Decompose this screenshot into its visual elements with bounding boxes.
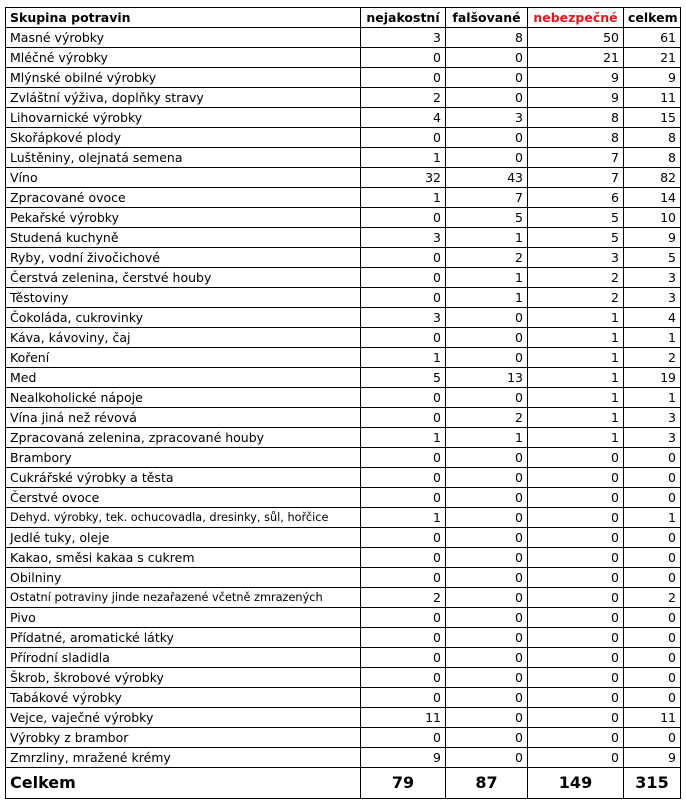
row-adulterated-value: 0	[446, 88, 528, 108]
row-group-name: Přírodní sladidla	[6, 648, 361, 668]
table-row	[6, 348, 681, 368]
row-group-name: Ostatní potraviny jinde nezařazené včetně zmrazených	[6, 588, 361, 608]
row-adulterated-value: 2	[446, 248, 528, 268]
row-adulterated-value: 0	[446, 348, 528, 368]
row-group-name: Med	[6, 368, 361, 388]
row-substandard-value: 0	[361, 208, 446, 228]
row-dangerous-value: 2	[528, 268, 624, 288]
table-row	[6, 328, 681, 348]
row-substandard-value: 11	[361, 708, 446, 728]
row-group-name: Studená kuchyně	[6, 228, 361, 248]
row-adulterated-value: 0	[446, 588, 528, 608]
row-dangerous-value: 5	[528, 228, 624, 248]
table-row	[6, 308, 681, 328]
row-group-name: Luštěniny, olejnatá semena	[6, 148, 361, 168]
row-dangerous-value: 0	[528, 688, 624, 708]
row-adulterated-value: 0	[446, 528, 528, 548]
table-row	[6, 608, 681, 628]
row-group-name: Zpracovaná zelenina, zpracované houby	[6, 428, 361, 448]
row-substandard-value: 1	[361, 188, 446, 208]
row-total-value: 9	[624, 68, 681, 88]
row-total-value: 0	[624, 568, 681, 588]
row-dangerous-value: 0	[528, 528, 624, 548]
row-total-value: 5	[624, 248, 681, 268]
row-group-name: Dehyd. výrobky, tek. ochucovadla, dresinky, sůl, hořčice	[6, 508, 361, 528]
row-adulterated-value: 5	[446, 208, 528, 228]
row-substandard-value: 1	[361, 348, 446, 368]
row-total-value: 3	[624, 288, 681, 308]
food-groups-table	[5, 7, 681, 799]
row-dangerous-value: 0	[528, 568, 624, 588]
header-substandard: nejakostní	[361, 8, 446, 28]
table-row	[6, 368, 681, 388]
row-total-value: 8	[624, 148, 681, 168]
row-total-value: 4	[624, 308, 681, 328]
row-total-value: 0	[624, 688, 681, 708]
table-row	[6, 428, 681, 448]
row-total-value: 0	[624, 468, 681, 488]
table-row	[6, 648, 681, 668]
row-adulterated-value: 8	[446, 28, 528, 48]
row-adulterated-value: 0	[446, 548, 528, 568]
row-adulterated-value: 13	[446, 368, 528, 388]
row-group-name: Čerstvá zelenina, čerstvé houby	[6, 268, 361, 288]
row-dangerous-value: 7	[528, 168, 624, 188]
table-row	[6, 248, 681, 268]
row-adulterated-value: 0	[446, 628, 528, 648]
header-adulterated: falšované	[446, 8, 528, 28]
table-row	[6, 548, 681, 568]
row-substandard-value: 0	[361, 48, 446, 68]
row-total-value: 9	[624, 748, 681, 768]
row-adulterated-value: 0	[446, 328, 528, 348]
row-substandard-value: 0	[361, 728, 446, 748]
row-substandard-value: 2	[361, 588, 446, 608]
header-dangerous: nebezpečné	[528, 8, 624, 28]
row-group-name: Lihovarnické výrobky	[6, 108, 361, 128]
table-row	[6, 708, 681, 728]
totals-dangerous: 149	[528, 768, 624, 799]
row-dangerous-value: 0	[528, 588, 624, 608]
header-total: celkem	[624, 8, 681, 28]
row-adulterated-value: 0	[446, 448, 528, 468]
row-dangerous-value: 1	[528, 308, 624, 328]
row-group-name: Tabákové výrobky	[6, 688, 361, 708]
row-group-name: Masné výrobky	[6, 28, 361, 48]
row-group-name: Pekařské výrobky	[6, 208, 361, 228]
row-adulterated-value: 0	[446, 48, 528, 68]
row-dangerous-value: 9	[528, 88, 624, 108]
row-group-name: Víno	[6, 168, 361, 188]
row-substandard-value: 0	[361, 268, 446, 288]
row-group-name: Výrobky z brambor	[6, 728, 361, 748]
table-row	[6, 208, 681, 228]
row-substandard-value: 5	[361, 368, 446, 388]
table-row	[6, 508, 681, 528]
row-group-name: Zmrzliny, mražené krémy	[6, 748, 361, 768]
header-group: Skupina potravin	[6, 8, 361, 28]
row-substandard-value: 0	[361, 548, 446, 568]
row-dangerous-value: 2	[528, 288, 624, 308]
row-group-name: Přídatné, aromatické látky	[6, 628, 361, 648]
table-row	[6, 728, 681, 748]
row-adulterated-value: 0	[446, 468, 528, 488]
row-substandard-value: 0	[361, 688, 446, 708]
table-row	[6, 568, 681, 588]
row-group-name: Brambory	[6, 448, 361, 468]
row-adulterated-value: 0	[446, 688, 528, 708]
totals-label: Celkem	[6, 768, 361, 799]
row-substandard-value: 32	[361, 168, 446, 188]
row-total-value: 3	[624, 268, 681, 288]
row-dangerous-value: 0	[528, 488, 624, 508]
row-substandard-value: 0	[361, 448, 446, 468]
row-total-value: 1	[624, 388, 681, 408]
row-total-value: 0	[624, 548, 681, 568]
row-substandard-value: 0	[361, 288, 446, 308]
row-dangerous-value: 0	[528, 468, 624, 488]
row-total-value: 9	[624, 228, 681, 248]
row-dangerous-value: 9	[528, 68, 624, 88]
row-group-name: Obilniny	[6, 568, 361, 588]
table-row	[6, 188, 681, 208]
header-row	[6, 8, 681, 28]
totals-total: 315	[624, 768, 681, 799]
table-row	[6, 268, 681, 288]
row-substandard-value: 0	[361, 408, 446, 428]
row-dangerous-value: 1	[528, 328, 624, 348]
table-body	[6, 28, 681, 768]
row-dangerous-value: 5	[528, 208, 624, 228]
table-row	[6, 488, 681, 508]
row-group-name: Zpracované ovoce	[6, 188, 361, 208]
row-group-name: Těstoviny	[6, 288, 361, 308]
table-row	[6, 448, 681, 468]
row-dangerous-value: 1	[528, 388, 624, 408]
row-adulterated-value: 7	[446, 188, 528, 208]
table-row	[6, 688, 681, 708]
totals-substandard: 79	[361, 768, 446, 799]
table-row	[6, 68, 681, 88]
row-substandard-value: 0	[361, 248, 446, 268]
row-dangerous-value: 1	[528, 408, 624, 428]
row-substandard-value: 0	[361, 568, 446, 588]
table-row	[6, 408, 681, 428]
row-total-value: 19	[624, 368, 681, 388]
row-dangerous-value: 0	[528, 648, 624, 668]
row-dangerous-value: 1	[528, 368, 624, 388]
row-total-value: 1	[624, 508, 681, 528]
row-substandard-value: 0	[361, 528, 446, 548]
row-adulterated-value: 0	[446, 608, 528, 628]
table-row	[6, 148, 681, 168]
row-adulterated-value: 0	[446, 668, 528, 688]
row-total-value: 10	[624, 208, 681, 228]
row-substandard-value: 2	[361, 88, 446, 108]
row-dangerous-value: 0	[528, 708, 624, 728]
row-dangerous-value: 21	[528, 48, 624, 68]
row-dangerous-value: 7	[528, 148, 624, 168]
row-total-value: 0	[624, 488, 681, 508]
row-total-value: 2	[624, 348, 681, 368]
row-total-value: 2	[624, 588, 681, 608]
row-total-value: 3	[624, 428, 681, 448]
row-total-value: 0	[624, 628, 681, 648]
row-substandard-value: 0	[361, 488, 446, 508]
row-total-value: 14	[624, 188, 681, 208]
totals-row	[6, 768, 681, 799]
row-total-value: 0	[624, 448, 681, 468]
table-row	[6, 628, 681, 648]
row-substandard-value: 0	[361, 128, 446, 148]
row-substandard-value: 4	[361, 108, 446, 128]
row-dangerous-value: 0	[528, 608, 624, 628]
table-row	[6, 48, 681, 68]
row-group-name: Zvláštní výživa, doplňky stravy	[6, 88, 361, 108]
row-total-value: 0	[624, 608, 681, 628]
table-row	[6, 388, 681, 408]
row-group-name: Kakao, směsi kakaa s cukrem	[6, 548, 361, 568]
row-dangerous-value: 50	[528, 28, 624, 48]
row-group-name: Vína jiná než révová	[6, 408, 361, 428]
row-group-name: Pivo	[6, 608, 361, 628]
row-adulterated-value: 0	[446, 128, 528, 148]
table-row	[6, 28, 681, 48]
row-group-name: Mléčné výrobky	[6, 48, 361, 68]
row-dangerous-value: 1	[528, 348, 624, 368]
table-row	[6, 288, 681, 308]
row-total-value: 61	[624, 28, 681, 48]
row-substandard-value: 0	[361, 648, 446, 668]
row-adulterated-value: 1	[446, 268, 528, 288]
row-group-name: Cukrářské výrobky a těsta	[6, 468, 361, 488]
row-total-value: 11	[624, 708, 681, 728]
row-adulterated-value: 0	[446, 748, 528, 768]
row-group-name: Čokoláda, cukrovinky	[6, 308, 361, 328]
row-group-name: Skořápkové plody	[6, 128, 361, 148]
row-total-value: 21	[624, 48, 681, 68]
row-group-name: Mlýnské obilné výrobky	[6, 68, 361, 88]
row-total-value: 0	[624, 728, 681, 748]
row-dangerous-value: 0	[528, 728, 624, 748]
row-substandard-value: 0	[361, 68, 446, 88]
table-row	[6, 108, 681, 128]
row-substandard-value: 0	[361, 328, 446, 348]
row-total-value: 15	[624, 108, 681, 128]
row-total-value: 1	[624, 328, 681, 348]
row-adulterated-value: 0	[446, 508, 528, 528]
row-adulterated-value: 43	[446, 168, 528, 188]
row-dangerous-value: 0	[528, 748, 624, 768]
table-row	[6, 588, 681, 608]
row-dangerous-value: 0	[528, 668, 624, 688]
row-dangerous-value: 3	[528, 248, 624, 268]
table-row	[6, 468, 681, 488]
row-adulterated-value: 2	[446, 408, 528, 428]
row-dangerous-value: 6	[528, 188, 624, 208]
row-dangerous-value: 8	[528, 108, 624, 128]
table-row	[6, 528, 681, 548]
totals-adulterated: 87	[446, 768, 528, 799]
row-dangerous-value: 8	[528, 128, 624, 148]
row-substandard-value: 1	[361, 148, 446, 168]
table-row	[6, 228, 681, 248]
row-total-value: 3	[624, 408, 681, 428]
row-total-value: 0	[624, 668, 681, 688]
row-dangerous-value: 0	[528, 628, 624, 648]
row-substandard-value: 3	[361, 28, 446, 48]
row-total-value: 0	[624, 528, 681, 548]
row-group-name: Káva, kávoviny, čaj	[6, 328, 361, 348]
row-substandard-value: 0	[361, 388, 446, 408]
row-adulterated-value: 1	[446, 288, 528, 308]
row-adulterated-value: 1	[446, 428, 528, 448]
table-row	[6, 668, 681, 688]
row-adulterated-value: 0	[446, 728, 528, 748]
row-group-name: Nealkoholické nápoje	[6, 388, 361, 408]
row-adulterated-value: 0	[446, 308, 528, 328]
row-adulterated-value: 0	[446, 708, 528, 728]
row-substandard-value: 0	[361, 608, 446, 628]
table-row	[6, 168, 681, 188]
row-substandard-value: 0	[361, 468, 446, 488]
row-group-name: Koření	[6, 348, 361, 368]
row-adulterated-value: 1	[446, 228, 528, 248]
row-adulterated-value: 0	[446, 648, 528, 668]
table-row	[6, 128, 681, 148]
row-substandard-value: 3	[361, 308, 446, 328]
row-group-name: Vejce, vaječné výrobky	[6, 708, 361, 728]
row-substandard-value: 0	[361, 668, 446, 688]
row-adulterated-value: 0	[446, 488, 528, 508]
row-substandard-value: 3	[361, 228, 446, 248]
table-row	[6, 88, 681, 108]
table-row	[6, 748, 681, 768]
row-adulterated-value: 0	[446, 568, 528, 588]
row-adulterated-value: 0	[446, 148, 528, 168]
row-total-value: 0	[624, 648, 681, 668]
row-substandard-value: 1	[361, 508, 446, 528]
row-dangerous-value: 0	[528, 508, 624, 528]
row-total-value: 8	[624, 128, 681, 148]
row-adulterated-value: 0	[446, 68, 528, 88]
row-dangerous-value: 0	[528, 448, 624, 468]
row-substandard-value: 1	[361, 428, 446, 448]
row-dangerous-value: 1	[528, 428, 624, 448]
row-group-name: Jedlé tuky, oleje	[6, 528, 361, 548]
row-dangerous-value: 0	[528, 548, 624, 568]
row-group-name: Škrob, škrobové výrobky	[6, 668, 361, 688]
row-group-name: Čerstvé ovoce	[6, 488, 361, 508]
row-total-value: 82	[624, 168, 681, 188]
row-total-value: 11	[624, 88, 681, 108]
row-adulterated-value: 0	[446, 388, 528, 408]
row-substandard-value: 9	[361, 748, 446, 768]
row-group-name: Ryby, vodní živočichové	[6, 248, 361, 268]
row-substandard-value: 0	[361, 628, 446, 648]
row-adulterated-value: 3	[446, 108, 528, 128]
